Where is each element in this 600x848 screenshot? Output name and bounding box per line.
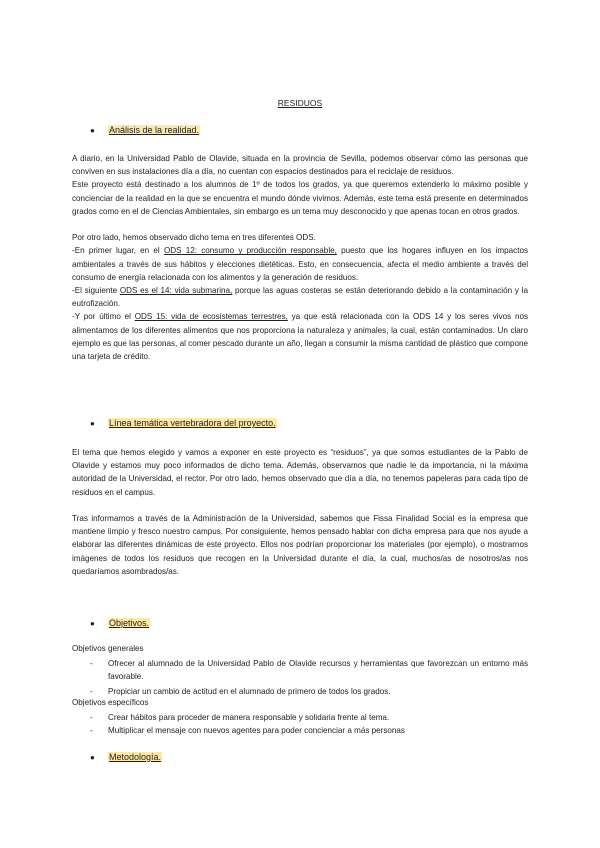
paragraph-analisis — [72, 152, 528, 363]
paragraph-linea — [72, 446, 528, 578]
text-p3: Por otro lado, hemos observado dicho tema en tres diferentes ODS. — [72, 233, 316, 243]
bullet-icon: ● — [90, 619, 95, 628]
link-ods14: ODS es el 14: vida submarina, — [119, 286, 233, 296]
link-ods15: ODS 15: vida de ecosistemas terrestres, — [134, 312, 288, 322]
text-p1: A diario, en la Universidad Pablo de Olavide, situada en la provincia de Sevilla, podemos observar cómo las personas que conviven en sus instalaciones día a día, no cuentan con espacios destinados para el reciclaje de residuos. — [72, 154, 528, 177]
bullet-icon: ● — [90, 126, 95, 135]
text-ods12: -En primer lugar, en el ODS 12: consumo y producción responsable, puesto que los hogares influyen en los impactos ambientales a través de sus hábitos y elecciones dietéticas. Esto, en consecuencia, afecta el medio ambiente a través del consumo de energía relacionada con los alimentos y la generación de residuos. — [72, 246, 528, 282]
text-ods15: -Y por último el ODS 15: vida de ecosistemas terrestres, ya que está relacionada con la ODS 14 y los seres vivos nos alimentamos de los diferentes alimentos que nos proporciona la naturaleza y animales, la cual, están contaminados. Un claro ejemplo es que las personas, al comer pescado durante un año, llegan a consumir la misma cantidad de plástico que compone una tarjeta de crédito. — [72, 312, 529, 362]
list-item: - Crear hábitos para proceder de manera responsable y solidaria frente al tema. — [90, 713, 390, 722]
bullet-icon: ● — [90, 419, 95, 428]
list-item: - Multiplicar el mensaje con nuevos agentes para poder concienciar a más personas — [90, 726, 405, 735]
bullet-icon: ● — [90, 753, 95, 762]
list-item: - Ofrecer al alumnado de la Universidad Pablo de Olavide recursos y herramientas que favorezcan un entorno más favorable. — [90, 659, 528, 682]
heading-metodologia: ● Metodología. — [90, 752, 162, 762]
objetivos-especificos-label: Objetivos específicos — [72, 698, 149, 707]
document-title: RESIDUOS — [277, 98, 323, 108]
heading-analisis: ● Análisis de la realidad. — [90, 125, 200, 135]
text-linea-p2: Tras informarnos a través de la Administración de la Universidad, sabemos que Fissa Finalidad Social es la empresa que mantiene limpio y fresco nuestro campus. Por consiguiente, hemos pensado hablar con dicha empresa para que nos ayude a elaborar las diferentes dinámicas de este proyecto. Ellos nos podrían proporcionar los materiales (por ejemplo), o mostrarnos imágenes de todos los residuos que recogen en la Universidad durante el día, la cual, muchos/as de nosotros/as nos quedaríamos asombrados/as. — [72, 514, 528, 576]
objetivos-generales-label: Objetivos generales — [72, 644, 144, 653]
text-linea-p1: El tema que hemos elegido y vamos a exponer en este proyecto es “residuos”, ya que somos estudiantes de la Pablo de Olavide y estamos muy poco informados de dicho tema. Además, observamos que nadie le da importancia, ni la máxima autoridad de la Universidad, el rector. Por otro lado, hemos observado que día a día, no tenemos papeleras para cada tipo de residuos en el campus. — [72, 448, 528, 497]
heading-objetivos: ● Objetivos. — [90, 618, 150, 628]
heading-linea: ● Línea temática vertebradora del proyecto. — [90, 418, 276, 428]
text-ods14: -El siguiente ODS es el 14: vida submarina, porque las aguas costeras se están deteriorando debido a la contaminación y la eutrofización. — [72, 286, 528, 309]
list-item: - Propiciar un cambio de actitud en el alumnado de primero de todos los grados. — [90, 687, 391, 696]
link-ods12: ODS 12: consumo y producción responsable, — [163, 246, 337, 256]
text-p2: Este proyecto está destinado a los alumnos de 1º de todos los grados, ya que queremos extenderlo lo máximo posible y concienciar de la realidad en la que se encuentra el mundo dónde vivimos. Además, este tema está presente en determinados grados como en el de Ciencias Ambientales, sin embargo es un tema muy desconocido y que apenas tocan en otros grados. — [72, 180, 528, 216]
